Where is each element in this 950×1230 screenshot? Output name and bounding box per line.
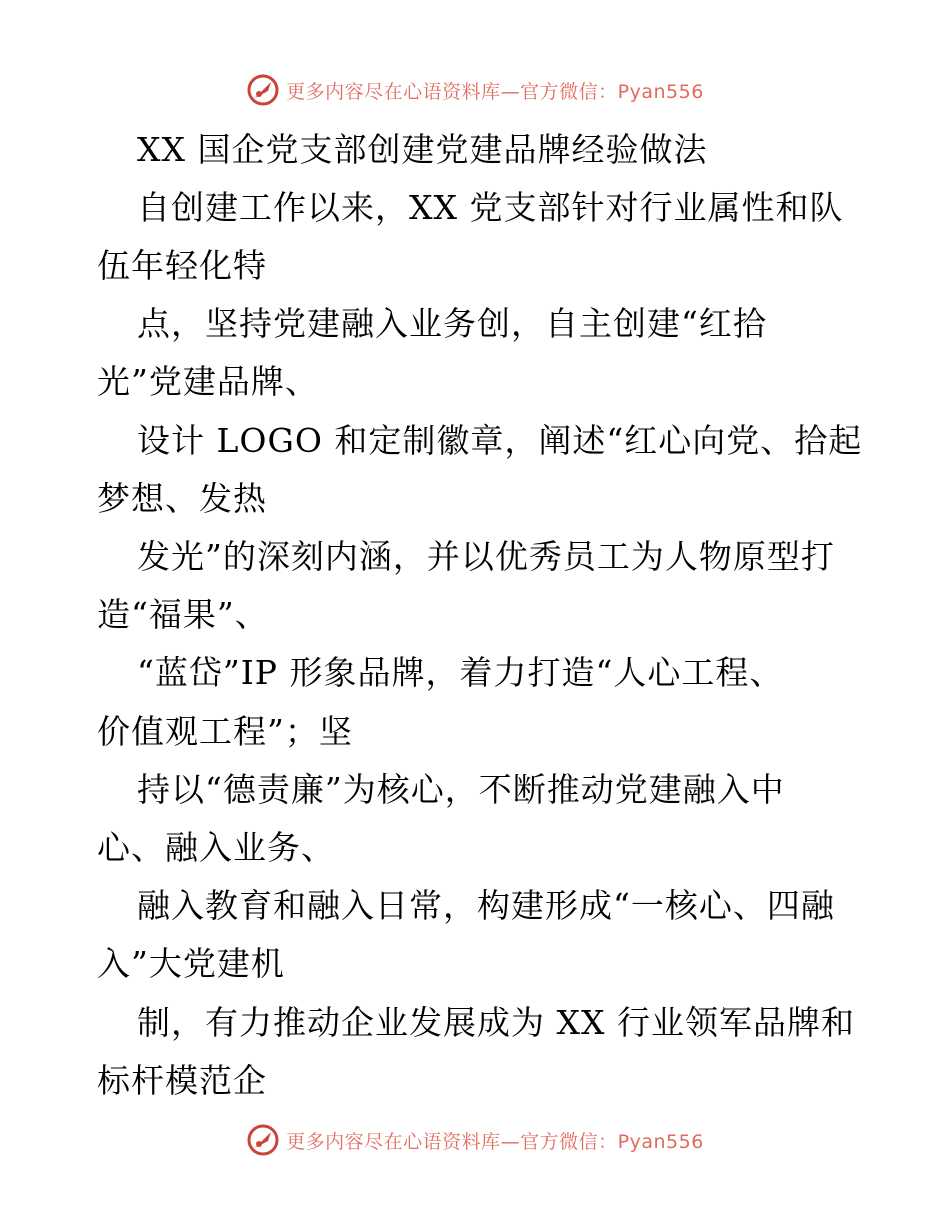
paragraph-line: 设计 LOGO 和定制徽章，阐述“红心向党、拾起 bbox=[137, 421, 863, 460]
paragraph-line: 梦想、发热 bbox=[97, 479, 267, 518]
paragraph-line: 点，坚持党建融入业务创，自主创建“红拾 bbox=[137, 304, 767, 343]
footer-watermark bbox=[0, 1120, 950, 1160]
watermark-text: 更多内容尽在心语资料库—官方微信：Pyan556 bbox=[286, 1130, 704, 1153]
paragraph-line: 心、融入业务、 bbox=[97, 828, 335, 867]
paragraph-line: 伍年轻化特 bbox=[97, 246, 267, 285]
paragraph-line: 发光”的深刻内涵，并以优秀员工为人物原型打 bbox=[137, 537, 835, 576]
paragraph-line: 自创建工作以来，XX 党支部针对行业属性和队 bbox=[137, 188, 844, 227]
quill-logo-icon bbox=[246, 1123, 280, 1157]
paragraph-line: 制，有力推动企业发展成为 XX 行业领军品牌和 bbox=[137, 1003, 855, 1042]
paragraph-line: 价值观工程”；坚 bbox=[97, 712, 353, 751]
paragraph-line: “蓝岱”IP 形象品牌，着力打造“人心工程、 bbox=[137, 653, 784, 692]
paragraph-line: 持以“德责廉”为核心，不断推动党建融入中 bbox=[137, 770, 785, 809]
paragraph-line: 入”大党建机 bbox=[97, 944, 285, 983]
document-title: XX 国企党支部创建党建品牌经验做法 bbox=[137, 130, 708, 169]
paragraph-line: 融入教育和融入日常，构建形成“一核心、四融 bbox=[137, 886, 835, 925]
watermark-text: 更多内容尽在心语资料库—官方微信：Pyan556 bbox=[286, 80, 704, 103]
paragraph-line: 光”党建品牌、 bbox=[97, 362, 319, 401]
paragraph-line: 标杆模范企 bbox=[97, 1061, 267, 1100]
paragraph-line: 造“福果”、 bbox=[97, 595, 269, 634]
